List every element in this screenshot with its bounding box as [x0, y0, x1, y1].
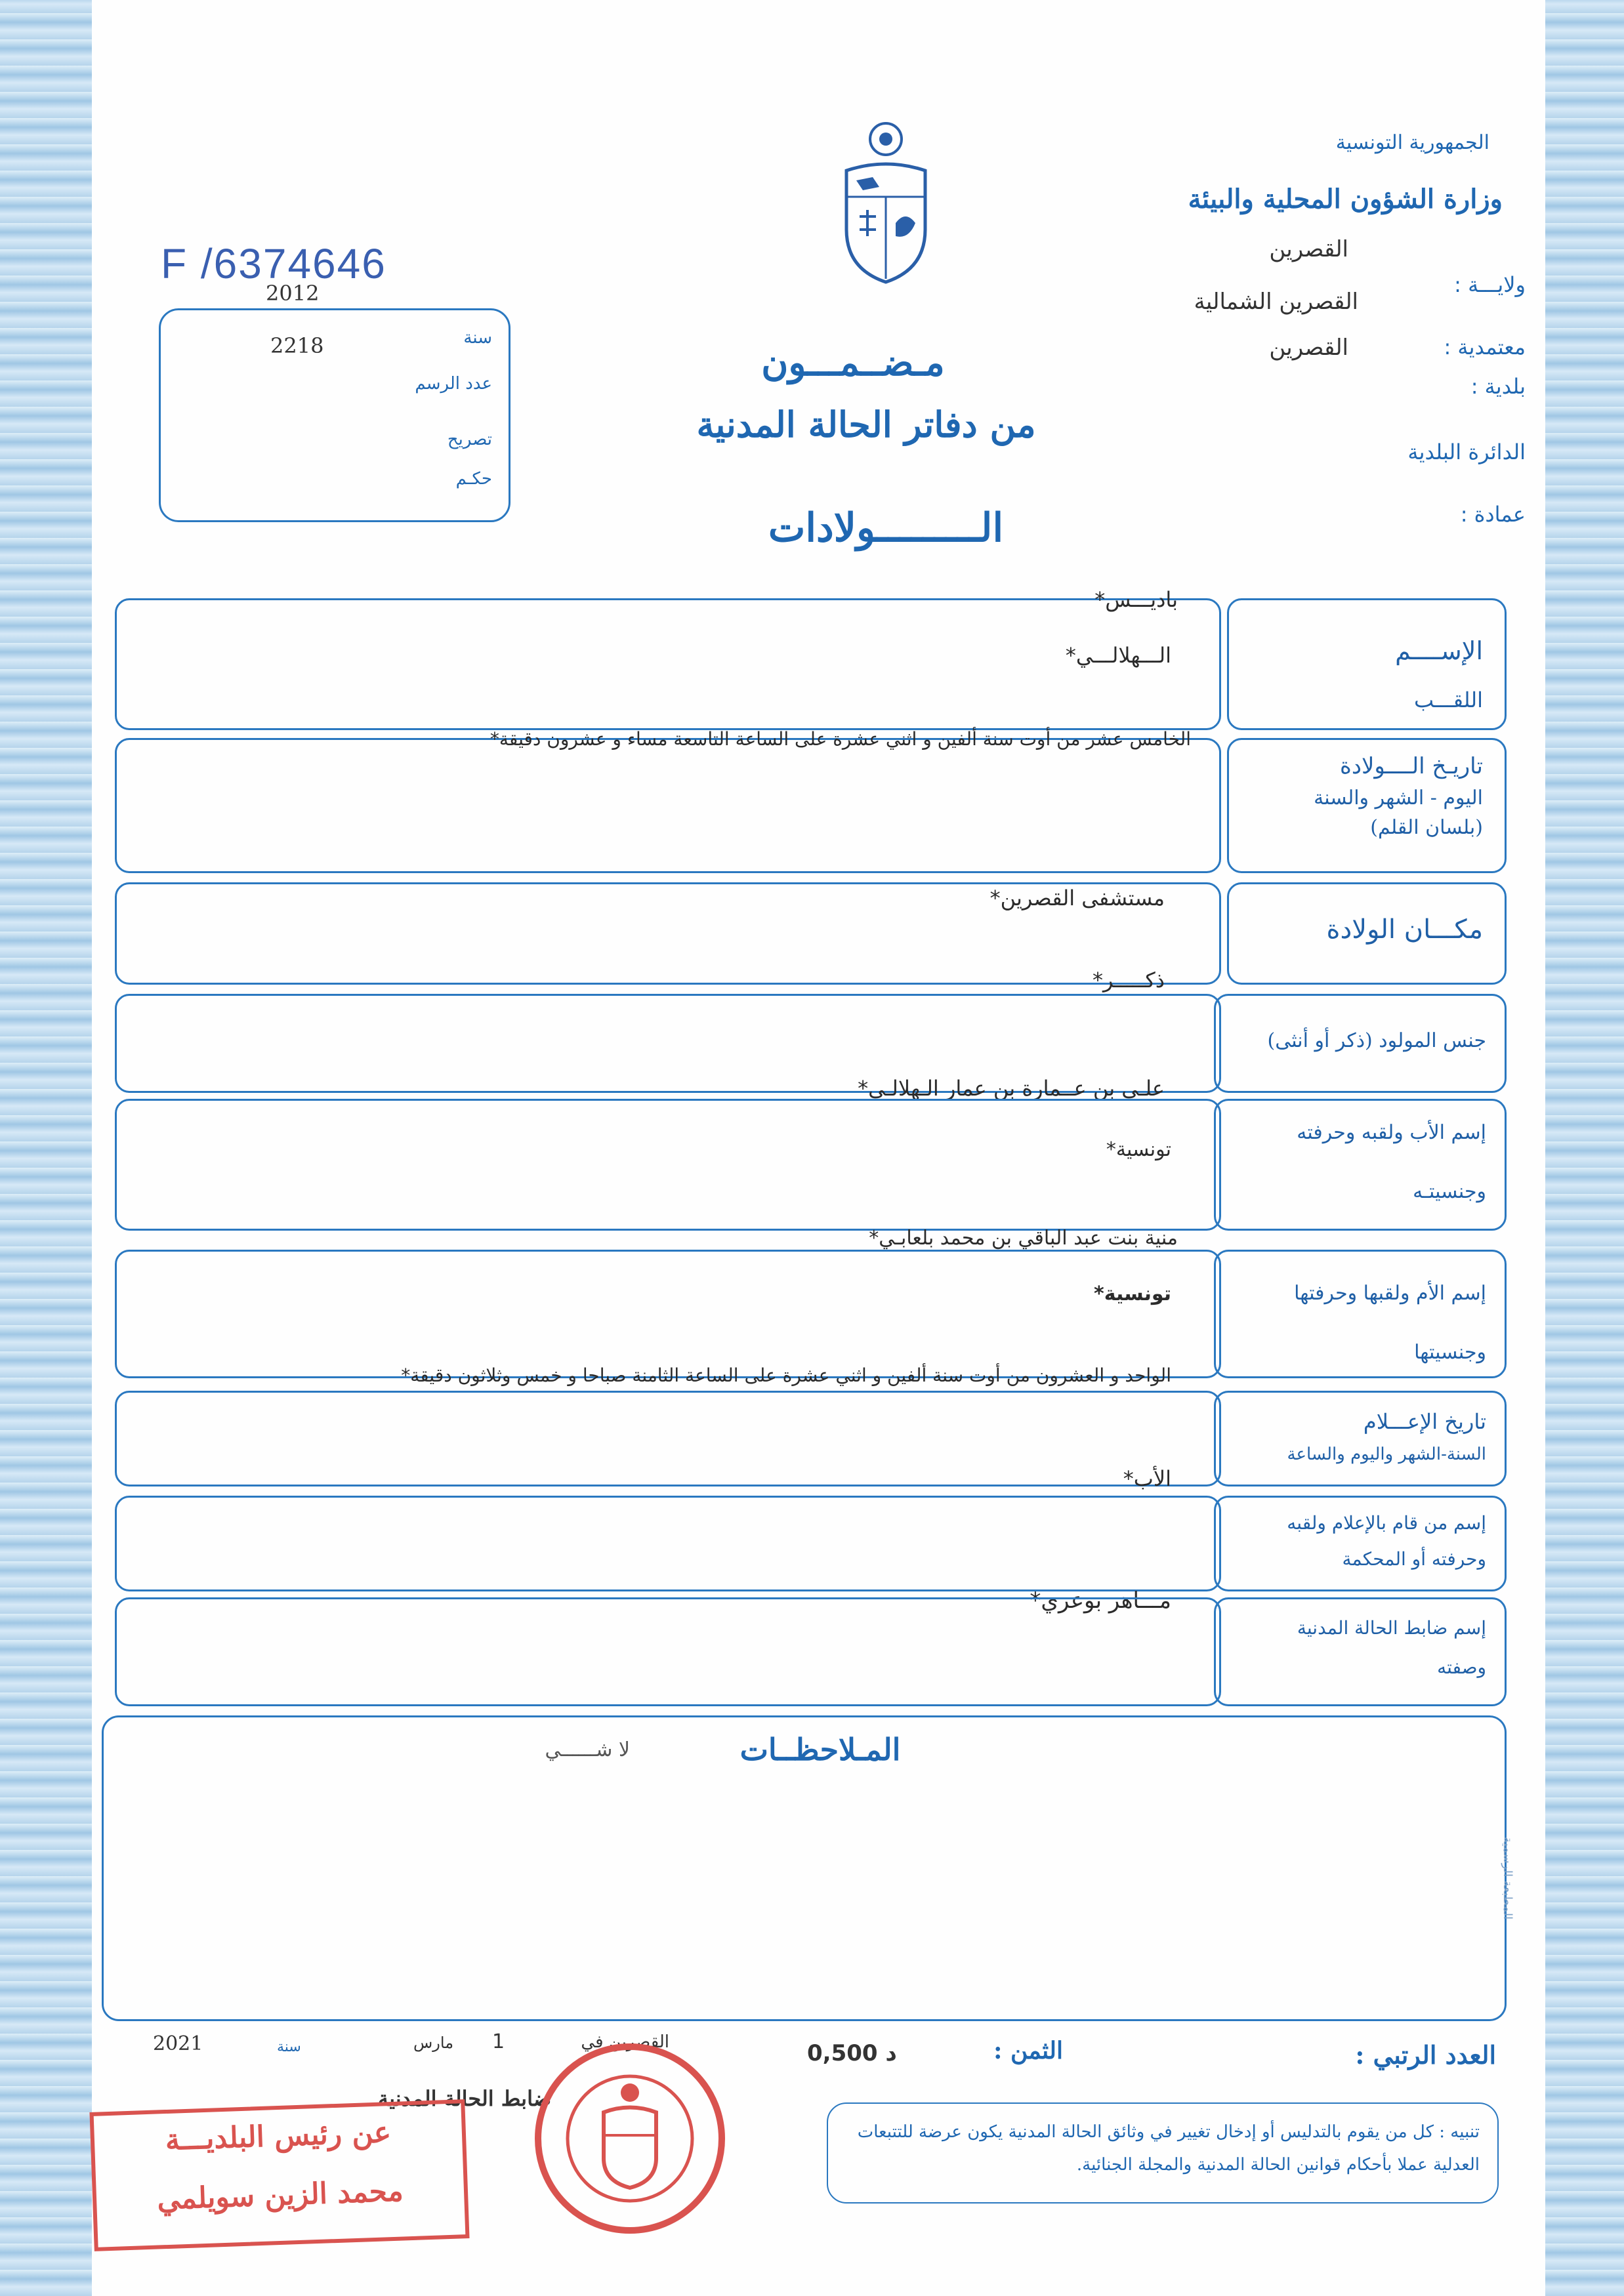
- footer-place-value: القصرين في: [581, 2032, 669, 2052]
- row-officer-value-box: [115, 1597, 1221, 1706]
- municipality-stamp: عن رئيس البلديـــة محمد الزين سويلمي: [89, 2099, 469, 2251]
- mother-nationality-value: تونسية*: [1094, 1282, 1171, 1305]
- father-nationality-value: تونسية*: [1106, 1138, 1171, 1161]
- last-name-label: اللقـــب: [1414, 687, 1483, 712]
- officer-sub-label: وصفته: [1437, 1656, 1486, 1678]
- row-declaration-date-value-box: [115, 1391, 1221, 1486]
- document-subtitle: من دفاتر الحالة المدنية: [696, 403, 1036, 445]
- register-year-label: سنة: [463, 328, 492, 348]
- declarant-sub-label: وحرفته أو المحكمة: [1342, 1548, 1486, 1570]
- ministry-label: وزارة الشؤون المحلية والبيئة: [1188, 184, 1503, 215]
- birthdate-label: تاريـخ الــــولادة: [1340, 753, 1483, 779]
- right-security-border: [1545, 0, 1624, 2296]
- imada-label: عمادة :: [1460, 502, 1526, 527]
- section-title-births: الـــــــــولادات: [768, 505, 1004, 551]
- governorate-label: ولايـــة :: [1454, 272, 1526, 297]
- register-judgment-label: حكـم: [455, 469, 492, 489]
- republic-label: الجمهورية التونسية: [1335, 131, 1489, 154]
- delegation-label: معتمدية :: [1444, 335, 1526, 359]
- price-value: 0,500 د: [807, 2040, 897, 2066]
- register-declaration-label: تصريح: [447, 430, 492, 449]
- birthdate-in-words-label: (بلسان القلم): [1370, 816, 1483, 839]
- row-birthdate-value-box: [115, 738, 1221, 873]
- serial-label: العدد الرتبي :: [1355, 2040, 1496, 2070]
- declaration-date-sub-label: السنة-الشهر واليوم والساعة: [1287, 1445, 1486, 1464]
- delegation-value: القصرين الشمالية: [1194, 289, 1358, 315]
- notes-title: المـلاحظــات: [739, 1732, 901, 1767]
- row-name-value-box: [115, 598, 1221, 730]
- father-name-value: علـي بن عــمارة بن عمار الـهلالـي*: [858, 1076, 1165, 1101]
- officer-signature-label: ضابط الحالة المدنية: [377, 2086, 551, 2111]
- first-name-label: الإســــم: [1395, 636, 1483, 665]
- sex-label: جنس المولود (ذكر أو أنثى): [1267, 1029, 1486, 1052]
- declaration-date-value: الواحد و العشرون من أوت سنة ألفين و اثني عشرة على الساعة الثامنة صباحا و خمس وثلاثون دقيقة*: [401, 1364, 1171, 1386]
- governorate-value: القصرين: [1269, 236, 1348, 262]
- municipality-label: بلدية :: [1470, 374, 1526, 399]
- last-name-value: الـــهلالـــي*: [1065, 643, 1171, 668]
- declarant-value: الأب*: [1123, 1466, 1171, 1491]
- register-year-value: 2012: [266, 281, 320, 306]
- declaration-date-label: تاريخ الإعـــلام: [1363, 1409, 1486, 1434]
- sex-value: ذكـــــر*: [1092, 968, 1165, 993]
- birthplace-value: مستشفى القصرين*: [989, 886, 1165, 911]
- footer-year-label: سنة: [277, 2039, 301, 2055]
- declarant-label: إسم من قام بالإعلام ولقبه: [1287, 1512, 1486, 1534]
- district-label: الدائرة البلدية: [1407, 440, 1526, 464]
- footer-month-value: مارس: [413, 2034, 454, 2052]
- first-name-value: باديـــس*: [1094, 587, 1178, 612]
- tunisia-emblem: [833, 118, 938, 289]
- birthplace-label: مكـــان الولادة: [1326, 914, 1483, 945]
- father-nationality-label: وجنسيتـه: [1413, 1180, 1486, 1203]
- municipality-round-seal: [531, 2040, 728, 2237]
- municipality-value: القصرين: [1269, 335, 1348, 361]
- mother-name-value: منية بنت عبد الباقي بن محمد بلعابـي*: [869, 1227, 1178, 1250]
- row-father-value-box: [115, 1099, 1221, 1231]
- notes-value: لا شــــــي: [545, 1738, 630, 1761]
- serial-number: F /6374646: [161, 240, 386, 287]
- officer-value: مـــاهر بوعزي*: [1030, 1588, 1171, 1614]
- register-act-number: 2218: [270, 333, 324, 358]
- warning-text: تنبيه : كل من يقوم بالتدليس أو إدخال تغيير في وثائق الحالة المدنية يكون عرضة للتتبعات العدلية عملا بأحكام قوانين الحالة المدنية والمجلة الجنائية.: [857, 2122, 1480, 2175]
- document-title: مـضــمـــون: [761, 341, 945, 384]
- register-act-label: عدد الرسم: [415, 374, 492, 394]
- footer-year-value: 2021: [153, 2032, 203, 2055]
- birthdate-value: الخامس عشر من أوت سنة ألفين و اثني عشرة على الساعة التاسعة مساء و عشرون دقيقة*: [489, 728, 1191, 750]
- printer-imprint: المطبعة الرسمية: [1501, 1837, 1514, 1920]
- left-security-border: [0, 0, 92, 2296]
- birthdate-sub-label: اليوم - الشهر والسنة: [1314, 787, 1483, 810]
- row-mother-value-box: [115, 1250, 1221, 1378]
- footer-day-value: 1: [492, 2030, 505, 2053]
- father-label: إسم الأب ولقبه وحرفته: [1297, 1121, 1486, 1144]
- price-label: الثمن :: [993, 2037, 1063, 2064]
- mother-nationality-label: وجنسيتها: [1414, 1341, 1486, 1364]
- row-declarant-value-box: [115, 1496, 1221, 1591]
- officer-label: إسم ضابط الحالة المدنية: [1297, 1617, 1486, 1639]
- mother-label: إسم الأم ولقبها وحرفتها: [1294, 1282, 1486, 1305]
